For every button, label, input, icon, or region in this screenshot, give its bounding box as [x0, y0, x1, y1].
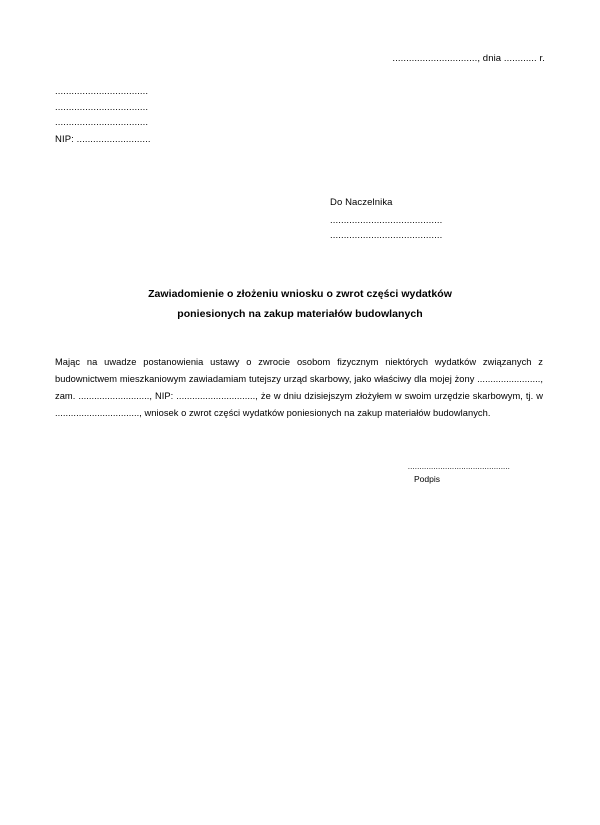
signature-label: Podpis [414, 473, 440, 484]
date-line: ..............................., dnia ............ r. [392, 53, 545, 64]
sender-line-1: .................................. [55, 86, 149, 97]
sender-line-2: .................................. [55, 101, 149, 113]
document-title-line-2: poniesionych na zakup materiałów budowlanych [177, 307, 423, 320]
sender-nip: NIP: ........................... [55, 133, 151, 145]
signature-block [55, 462, 545, 484]
document-body-paragraph: Mając na uwadze postanowienia ustawy o zwrocie osobom fizycznym niektórych wydatków związanych z budownictwem mieszkaniowym zawiadamiam tutejszy urząd skarbowy, jako właściwy dla mojej żony ........................, zam. ..........................., NIP: .............................., że w dniu dzisiejszym złożyłem w swoim urzędzie skarbowym, tj. w ................................, wniosek o zwrot części wydatków poniesionych na zakup materiałów budowlanych. [55, 356, 543, 418]
sender-block [55, 84, 295, 147]
recipient-block [330, 195, 545, 244]
recipient-line-1: ......................................... [330, 214, 443, 226]
signature-line: ............................................ [407, 461, 510, 471]
document-title [55, 284, 545, 324]
recipient-to-label: Do Naczelnika [330, 197, 393, 208]
document-content [55, 52, 545, 484]
sender-line-3: .................................. [55, 117, 149, 128]
document-title-line-1: Zawiadomienie o złożeniu wniosku o zwrot części wydatków [148, 287, 452, 300]
recipient-line-2: ......................................... [330, 230, 443, 241]
